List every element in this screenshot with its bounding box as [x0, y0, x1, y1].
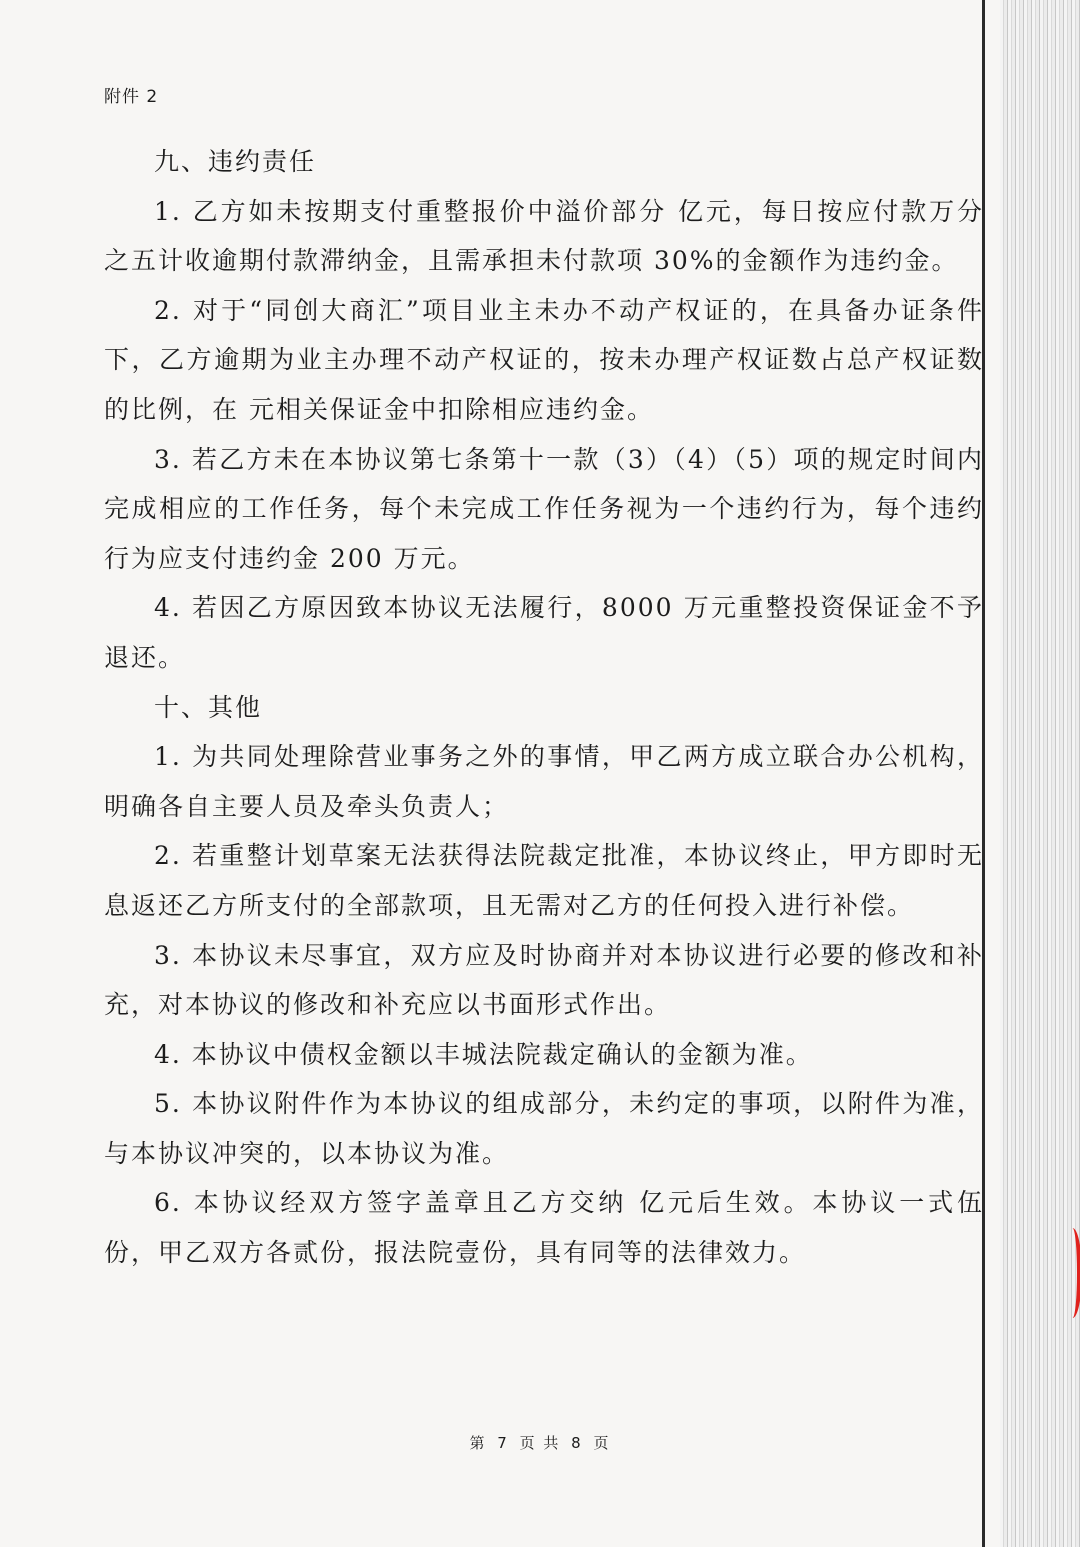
footer-total-pages: 8 — [571, 1434, 583, 1452]
footer-current-page: 7 — [497, 1434, 509, 1452]
clause-9-4: 4. 若因乙方原因致本协议无法履行，8000 万元重整投资保证金不予退还。 — [104, 593, 984, 672]
attachment-label: 附件 2 — [104, 87, 159, 107]
footer-middle: 页 共 — [519, 1434, 561, 1452]
document-body — [104, 137, 984, 1278]
section-heading-9: 九、违约责任 — [154, 147, 317, 176]
clause-10-5: 5. 本协议附件作为本协议的组成部分，未约定的事项，以附件为准，与本协议冲突的，以本协议为准。 — [104, 1089, 984, 1168]
page-footer — [0, 1432, 1080, 1453]
clause-10-6: 6. 本协议经双方签字盖章且乙方交纳 亿元后生效。本协议一式伍份，甲乙双方各贰份，报法院壹份，具有同等的法律效力。 — [104, 1188, 984, 1268]
red-seal-fragment-icon — [1063, 1228, 1080, 1318]
section-heading-10: 十、其他 — [154, 692, 263, 722]
clause-9-1: 1. 乙方如未按期支付重整报价中溢价部分 亿元，每日按应付款万分之五计收逾期付款滞纳金，且需承担未付款项 30%的金额作为违约金。 — [104, 196, 984, 276]
footer-suffix: 页 — [593, 1434, 611, 1452]
clause-10-4: 4. 本协议中债权金额以丰城法院裁定确认的金额为准。 — [154, 1039, 813, 1069]
clause-9-2: 2. 对于“同创大商汇”项目业主未办不动产权证的，在具备办证条件下，乙方逾期为业主办理不动产权证的，按未办理产权证数占总产权证数的比例，在 元相关保证金中扣除相应违约金。 — [104, 295, 984, 424]
clause-10-3: 3. 本协议未尽事宜，双方应及时协商并对本协议进行必要的修改和补充，对本协议的修改和补充应以书面形式作出。 — [104, 940, 984, 1020]
clause-10-1: 1. 为共同处理除营业事务之外的事情，甲乙两方成立联合办公机构，明确各自主要人员及牵头负责人； — [104, 742, 984, 821]
clause-10-2: 2. 若重整计划草案无法获得法院裁定批准，本协议终止，甲方即时无息返还乙方所支付的全部款项，且无需对乙方的任何投入进行补偿。 — [104, 841, 984, 920]
footer-prefix: 第 — [469, 1434, 487, 1452]
clause-9-3: 3. 若乙方未在本协议第七条第十一款（3）（4）（5）项的规定时间内完成相应的工作任务，每个未完成工作任务视为一个违约行为，每个违约行为应支付违约金 200 万元。 — [104, 444, 984, 573]
